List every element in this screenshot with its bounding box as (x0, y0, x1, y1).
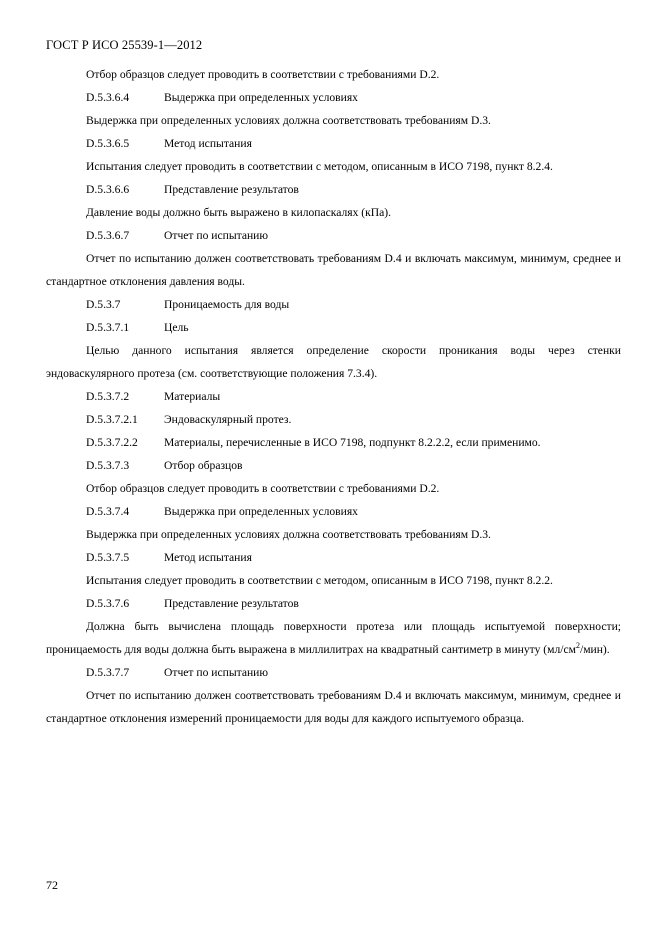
section-number: D.5.3.7.2.1 (86, 413, 138, 426)
section-title: Отчет по испытанию (164, 229, 269, 242)
paragraph-text: Давление воды должно быть выражено в килопаскалях (кПа). (86, 206, 392, 219)
section-number: D.5.3.6.4 (86, 91, 130, 104)
paragraph (46, 569, 621, 592)
paragraph-text: Испытания следует проводить в соответствии с методом, описанным в ИСО 7198, пункт 8.2.2. (86, 574, 553, 587)
section-number: D.5.3.7.1 (86, 321, 130, 334)
section-title: Отбор образцов (164, 459, 243, 472)
paragraph-text-tail: /мин). (579, 643, 610, 656)
paragraph (46, 523, 621, 546)
paragraph (46, 201, 621, 224)
section-heading (46, 546, 621, 569)
paragraph (46, 339, 621, 385)
paragraph-text: Должна быть вычислена площадь поверхности протеза или площадь испытуемой поверхности; проницаемость для воды должна быть выражена в миллилитрах на квадратный сантиметр в минуту (мл/см (46, 620, 621, 656)
document-body (46, 63, 621, 730)
section-number: D.5.3.7.5 (86, 551, 130, 564)
section-number: D.5.3.6.5 (86, 137, 130, 150)
section-number: D.5.3.6.6 (86, 183, 130, 196)
paragraph-text: Целью данного испытания является определение скорости проникания воды через стенки эндоваскулярного протеза (см. соответствующие положения 7.3.4). (46, 344, 621, 380)
paragraph-text: Отбор образцов следует проводить в соответствии с требованиями D.2. (86, 68, 440, 81)
section-heading (46, 293, 621, 316)
section-title: Представление результатов (164, 183, 299, 196)
paragraph-text: Отчет по испытанию должен соответствовать требованиям D.4 и включать максимум, минимум, среднее и стандартное отклонения давления воды. (46, 252, 621, 288)
section-heading (46, 132, 621, 155)
paragraph-text: Испытания следует проводить в соответствии с методом, описанным в ИСО 7198, пункт 8.2.4. (86, 160, 553, 173)
section-title: Выдержка при определенных условиях (164, 505, 358, 518)
section-number: D.5.3.7.2.2 (86, 436, 138, 449)
section-heading (46, 86, 621, 109)
paragraph (46, 247, 621, 293)
section-number: D.5.3.7.7 (86, 666, 130, 679)
paragraph-text: Выдержка при определенных условиях должна соответствовать требованиям D.3. (86, 114, 491, 127)
section-number: D.5.3.7.4 (86, 505, 130, 518)
section-number: D.5.3.7 (86, 298, 121, 311)
page-header: ГОСТ Р ИСО 25539-1—2012 (46, 38, 203, 52)
section-title: Представление результатов (164, 597, 299, 610)
paragraph-text: Отчет по испытанию должен соответствовать требованиям D.4 и включать максимум, минимум, среднее и стандартное отклонения измерений проницаемости для воды для каждого испытуемого образца. (46, 689, 621, 725)
paragraph-text: Выдержка при определенных условиях должна соответствовать требованиям D.3. (86, 528, 491, 541)
superscript: 2 (575, 641, 580, 651)
section-title: Материалы, перечисленные в ИСО 7198, подпункт 8.2.2.2, если применимо. (164, 436, 541, 449)
section-title: Цель (164, 321, 189, 334)
section-title: Эндоваскулярный протез. (164, 413, 292, 426)
section-title: Материалы (164, 390, 221, 403)
paragraph (46, 63, 621, 86)
section-heading (46, 431, 621, 454)
section-heading (46, 661, 621, 684)
section-title: Метод испытания (164, 551, 252, 564)
section-number: D.5.3.7.3 (86, 459, 130, 472)
section-title: Метод испытания (164, 137, 252, 150)
section-title: Отчет по испытанию (164, 666, 269, 679)
section-title: Проницаемость для воды (164, 298, 290, 311)
section-heading (46, 224, 621, 247)
section-heading (46, 385, 621, 408)
paragraph (46, 109, 621, 132)
section-heading (46, 178, 621, 201)
section-heading (46, 500, 621, 523)
section-heading (46, 316, 621, 339)
section-title: Выдержка при определенных условиях (164, 91, 358, 104)
paragraph (46, 615, 621, 661)
section-heading (46, 408, 621, 431)
paragraph (46, 155, 621, 178)
paragraph (46, 684, 621, 730)
section-heading (46, 592, 621, 615)
paragraph-text: Отбор образцов следует проводить в соответствии с требованиями D.2. (86, 482, 440, 495)
section-number: D.5.3.7.2 (86, 390, 130, 403)
section-number: D.5.3.6.7 (86, 229, 130, 242)
page-number: 72 (46, 878, 58, 892)
section-number: D.5.3.7.6 (86, 597, 130, 610)
paragraph (46, 477, 621, 500)
section-heading (46, 454, 621, 477)
